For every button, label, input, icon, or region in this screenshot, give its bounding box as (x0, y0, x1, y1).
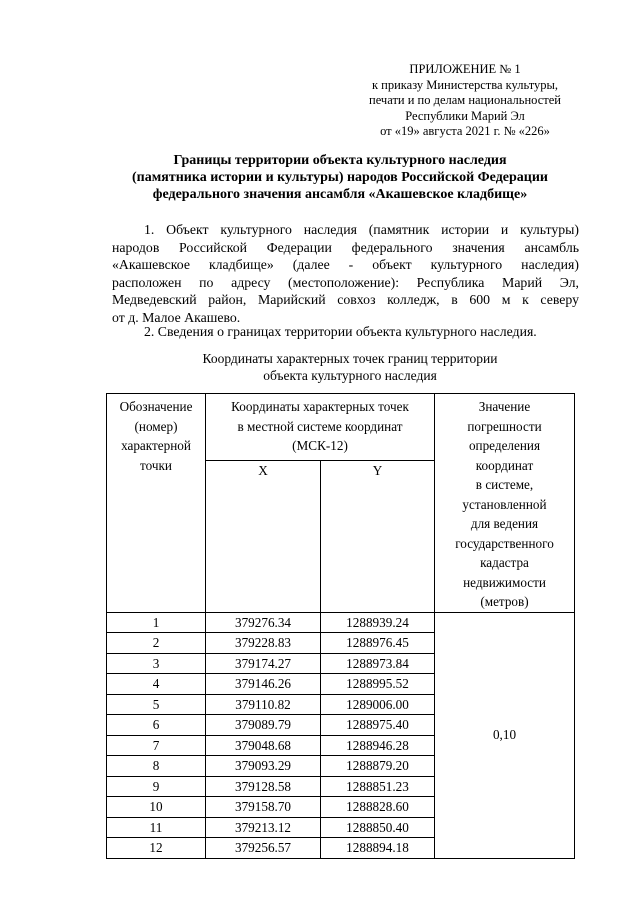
cell-x: 379110.82 (206, 694, 321, 715)
appendix-line: печати и по делам национальностей (369, 93, 561, 107)
cell-y: 1288976.45 (321, 633, 435, 654)
header-line: погрешности (467, 418, 542, 434)
coordinates-table (106, 393, 575, 859)
header-designation (107, 394, 206, 613)
table-caption (120, 350, 580, 384)
cell-y: 1289006.00 (321, 694, 435, 715)
cell-y: 1288975.40 (321, 715, 435, 736)
header-line: Координаты характерных точек (231, 399, 409, 414)
appendix-header (355, 62, 575, 140)
cell-n: 12 (107, 838, 206, 859)
header-coordinates (206, 394, 435, 461)
paragraph-boundaries (112, 323, 582, 341)
header-x: X (206, 461, 321, 612)
cell-x: 379256.57 (206, 838, 321, 859)
cell-n: 5 (107, 694, 206, 715)
cell-y: 1288973.84 (321, 653, 435, 674)
cell-y: 1288946.28 (321, 735, 435, 756)
header-y: Y (321, 461, 435, 612)
cell-x: 379146.26 (206, 674, 321, 695)
cell-n: 10 (107, 797, 206, 818)
cell-n: 4 (107, 674, 206, 695)
header-line: координат (475, 457, 534, 473)
paragraph-line: 1. Объект культурного наследия (памятник истории и культуры) (144, 222, 579, 237)
appendix-line: от «19» августа 2021 г. № «226» (380, 124, 550, 138)
header-line: (номер) (134, 418, 178, 434)
header-line: государственного (455, 535, 554, 551)
cell-n: 8 (107, 756, 206, 777)
cell-n: 6 (107, 715, 206, 736)
cell-n: 9 (107, 776, 206, 797)
cell-x: 379128.58 (206, 776, 321, 797)
header-line: характерной (121, 438, 191, 453)
paragraph-line: расположен по адресу (местоположение): Республика Марий Эл, (112, 274, 579, 290)
header-line: определения (468, 438, 541, 453)
cell-x: 379276.34 (206, 612, 321, 633)
cell-x: 379093.29 (206, 756, 321, 777)
header-line: (метров) (480, 594, 529, 609)
cell-x: 379089.79 (206, 715, 321, 736)
paragraph-line: от д. Малое Акашево. (112, 309, 241, 325)
table-body (107, 612, 575, 858)
header-error (435, 394, 575, 613)
cell-error-value: 0,10 (435, 612, 575, 858)
cell-x: 379228.83 (206, 633, 321, 654)
header-line: Обозначение (119, 399, 193, 414)
cell-y: 1288894.18 (321, 838, 435, 859)
cell-y: 1288828.60 (321, 797, 435, 818)
cell-y: 1288939.24 (321, 612, 435, 633)
appendix-line: к приказу Министерства культуры, (371, 77, 559, 92)
header-line: для ведения (470, 516, 539, 531)
paragraph-line: Медведевский район, Марийский совхоз колледж, в 600 м к северу (112, 292, 579, 307)
cell-n: 1 (107, 612, 206, 633)
cell-y: 1288851.23 (321, 776, 435, 797)
header-line: в местной системе координат (237, 418, 403, 434)
header-line: точки (140, 457, 172, 473)
paragraph-object-description (112, 221, 579, 326)
cell-n: 3 (107, 653, 206, 674)
header-line: в системе, (475, 477, 534, 492)
title-line: (памятника истории и культуры) народов Российской Федерации (132, 170, 548, 185)
document-title (100, 152, 580, 203)
cell-y: 1288995.52 (321, 674, 435, 695)
table-header-row (107, 394, 575, 461)
paragraph-line: 2. Сведения о границах территории объекта культурного наследия. (144, 324, 537, 339)
header-line: кадастра (480, 555, 529, 570)
paragraph-line: «Акашевское кладбище» (далее - объект культурного наследия) (112, 257, 579, 272)
appendix-line: Республики Марий Эл (405, 108, 525, 123)
cell-x: 379158.70 (206, 797, 321, 818)
header-line: установленной (462, 496, 547, 512)
cell-n: 11 (107, 817, 206, 838)
cell-n: 2 (107, 633, 206, 654)
header-line: (МСК-12) (292, 438, 348, 453)
title-line: Границы территории объекта культурного наследия (173, 153, 507, 168)
cell-y: 1288879.20 (321, 756, 435, 777)
header-line: Значение (478, 399, 531, 414)
caption-line: Координаты характерных точек границ территории (202, 351, 498, 366)
caption-line: объекта культурного наследия (263, 368, 437, 383)
header-line: недвижимости (463, 574, 546, 590)
appendix-line: ПРИЛОЖЕНИЕ № 1 (409, 62, 521, 76)
table-row (107, 612, 575, 633)
paragraph-line: народов Российской Федерации федерального значения ансамбль (112, 239, 579, 255)
cell-y: 1288850.40 (321, 817, 435, 838)
title-line: федерального значения ансамбля «Акашевское кладбище» (152, 187, 528, 202)
cell-x: 379048.68 (206, 735, 321, 756)
cell-n: 7 (107, 735, 206, 756)
cell-x: 379213.12 (206, 817, 321, 838)
cell-x: 379174.27 (206, 653, 321, 674)
